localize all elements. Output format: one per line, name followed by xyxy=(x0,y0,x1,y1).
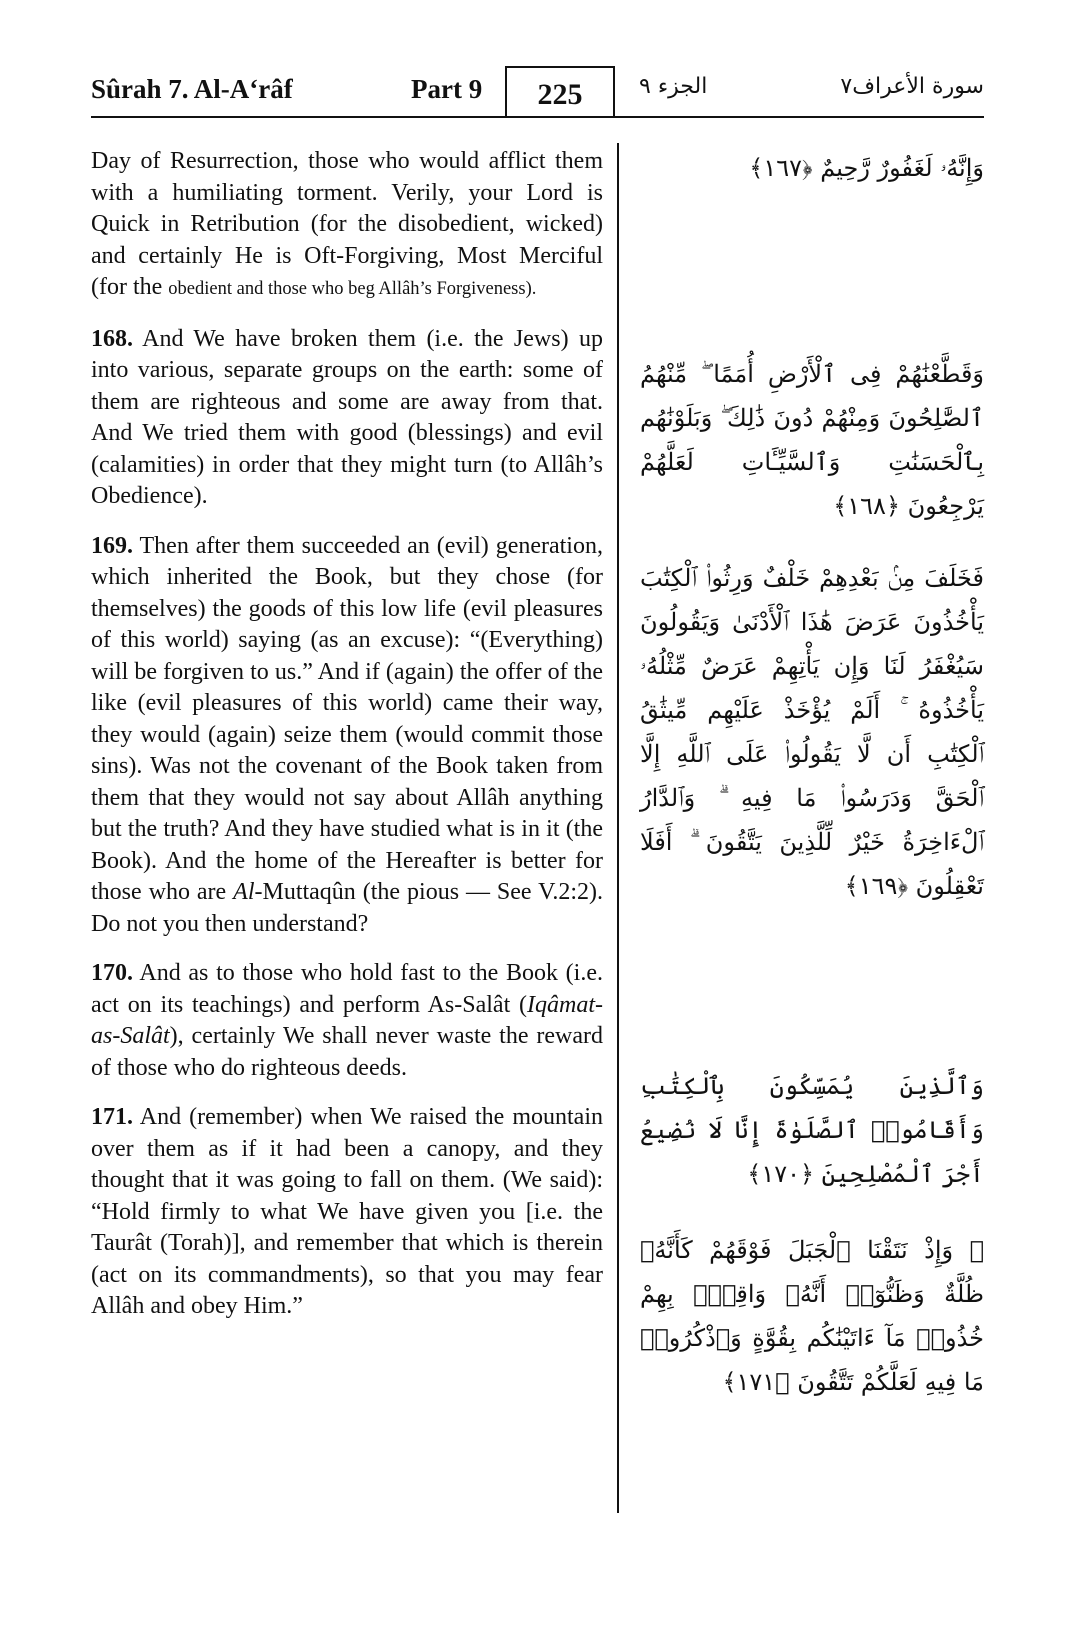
juz-arabic: الجزء ٩ xyxy=(639,74,708,99)
verse-167-text-small: obedient and those who beg Allâh’s Forgiveness). xyxy=(168,279,537,299)
verse-text: And We have broken them (i.e. the Jews) up into various, separate groups on the earth: some of them are righteous and some are away from that. And We tried them with good (blessings) and evil (calamities) in order that they might turn (to Allâh’s Obedience). xyxy=(91,325,603,509)
english-column xyxy=(91,146,603,1341)
verse-text: And as to those who hold fast to the Book (i.e. act on its teachings) and perform As-Salât ( xyxy=(91,960,603,1018)
verse-italic: Al xyxy=(233,879,255,905)
verse-167-text: Day of Resurrection, those who would afflict them with a humiliating torment. Verily, your Lord is Quick in Retribution (for the disobedient, wicked) and certainly He is Oft-Forgiving, Most Merciful (for the xyxy=(91,148,603,300)
verse-167-continuation xyxy=(91,146,603,306)
verse-170 xyxy=(91,958,603,1084)
arabic-verse-171: ۞ وَإِذْ نَتَقْنَا ٱلْجَبَلَ فَوْقَهُمْ كَأَنَّهُۥ ظُلَّةٌ وَظَنُّوٓا۟ أَنَّهُۥ وَاقِعٌۢ بِهِمْ خُذُوا۟ مَآ ءَاتَيْنَٰكُم بِقُوَّةٍ وَٱذْكُرُوا۟ مَا فِيهِ لَعَلَّكُمْ تَتَّقُونَ ﴿١٧١﴾ xyxy=(640,1236,984,1396)
verse-169 xyxy=(91,531,603,941)
verse-text: ), certainly We shall never waste the reward of those who do righteous deeds. xyxy=(91,1023,603,1081)
verse-number: 168. xyxy=(91,325,133,352)
verse-text: Then after them succeeded an (evil) generation, which inherited the Book, but they chose (for themselves) the goods of this low life (evil pleasures of this world) saying (as an excuse): “(Everything) will be forgiven to us.” And if (again) the offer of the like (evil pleasures of this world) came their way, they would (again) seize them (would commit those sins). Was not the covenant of the Book taken from them that they would not say about Allâh anything but the truth? And they have studied what is in it (the Book). And the home of the Hereafter is better for those who are xyxy=(91,532,603,905)
verse-italic: Iqâmat-as-Salât xyxy=(91,991,603,1049)
surah-title-arabic: سورة الأعراف٧ xyxy=(840,74,984,99)
page-header xyxy=(91,66,984,118)
page-number-box xyxy=(505,66,615,116)
verse-171 xyxy=(91,1102,603,1323)
arabic-verse-170: وَٱلَّذِينَ يُمَسِّكُونَ بِٱلْكِتَٰبِ وَأَقَامُوا۟ ٱلصَّلَوٰةَ إِنَّا لَا نُضِيعُ أَجْرَ ٱلْمُصْلِحِينَ ﴿١٧٠﴾ xyxy=(640,1072,984,1188)
arabic-verse-167: وَإِنَّهُۥ لَغَفُورٌ رَّحِيمٌ ﴿١٦٧﴾ xyxy=(749,154,984,182)
page-number: 225 xyxy=(537,78,583,111)
verse-number: 169. xyxy=(91,532,133,559)
surah-title: Sûrah 7. Al-A‘râf xyxy=(91,74,293,104)
header-rule xyxy=(91,116,984,118)
part-label: Part 9 xyxy=(411,74,483,104)
verse-text: And (remember) when We raised the mountain over them as if it had been a canopy, and they thought that it was going to fall on them. (We said): “Hold firmly to what We have given you [i.e. the Taurât (Torah)], and remember that which is therein (act on its commandments), so that you may fear Allâh and obey Him.” xyxy=(91,1104,603,1319)
verse-168 xyxy=(91,324,603,513)
arabic-verse-168: وَقَطَّعْنَٰهُمْ فِى ٱلْأَرْضِ أُمَمًا ۖ مِّنْهُمُ ٱلصَّٰلِحُونَ وَمِنْهُمْ دُونَ ذَٰلِكَ ۖ وَبَلَوْنَٰهُم بِٱلْحَسَنَٰتِ وَٱلسَّيِّـَٔاتِ لَعَلَّهُمْ يَرْجِعُونَ ﴿١٦٨﴾ xyxy=(640,360,984,520)
verse-number: 170. xyxy=(91,960,133,986)
verse-text: -Muttaqûn (the pious — See V.2:2). Do not you then understand? xyxy=(91,879,603,937)
verse-number: 171. xyxy=(91,1104,133,1130)
arabic-verse-169: فَخَلَفَ مِنۢ بَعْدِهِمْ خَلْفٌ وَرِثُوا۟ ٱلْكِتَٰبَ يَأْخُذُونَ عَرَضَ هَٰذَا ٱلْأَدْنَىٰ وَيَقُولُونَ سَيُغْفَرُ لَنَا وَإِن يَأْتِهِمْ عَرَضٌ مِّثْلُهُۥ يَأْخُذُوهُ ۚ أَلَمْ يُؤْخَذْ عَلَيْهِم مِّيثَٰقُ ٱلْكِتَٰبِ أَن لَّا يَقُولُوا۟ عَلَى ٱللَّهِ إِلَّا ٱلْحَقَّ وَدَرَسُوا۟ مَا فِيهِ ۗ وَٱلدَّارُ ٱلْءَاخِرَةُ خَيْرٌ لِّلَّذِينَ يَتَّقُونَ ۗ أَفَلَا تَعْقِلُونَ ﴿١٦٩﴾ xyxy=(640,564,984,900)
column-divider xyxy=(617,143,619,1513)
